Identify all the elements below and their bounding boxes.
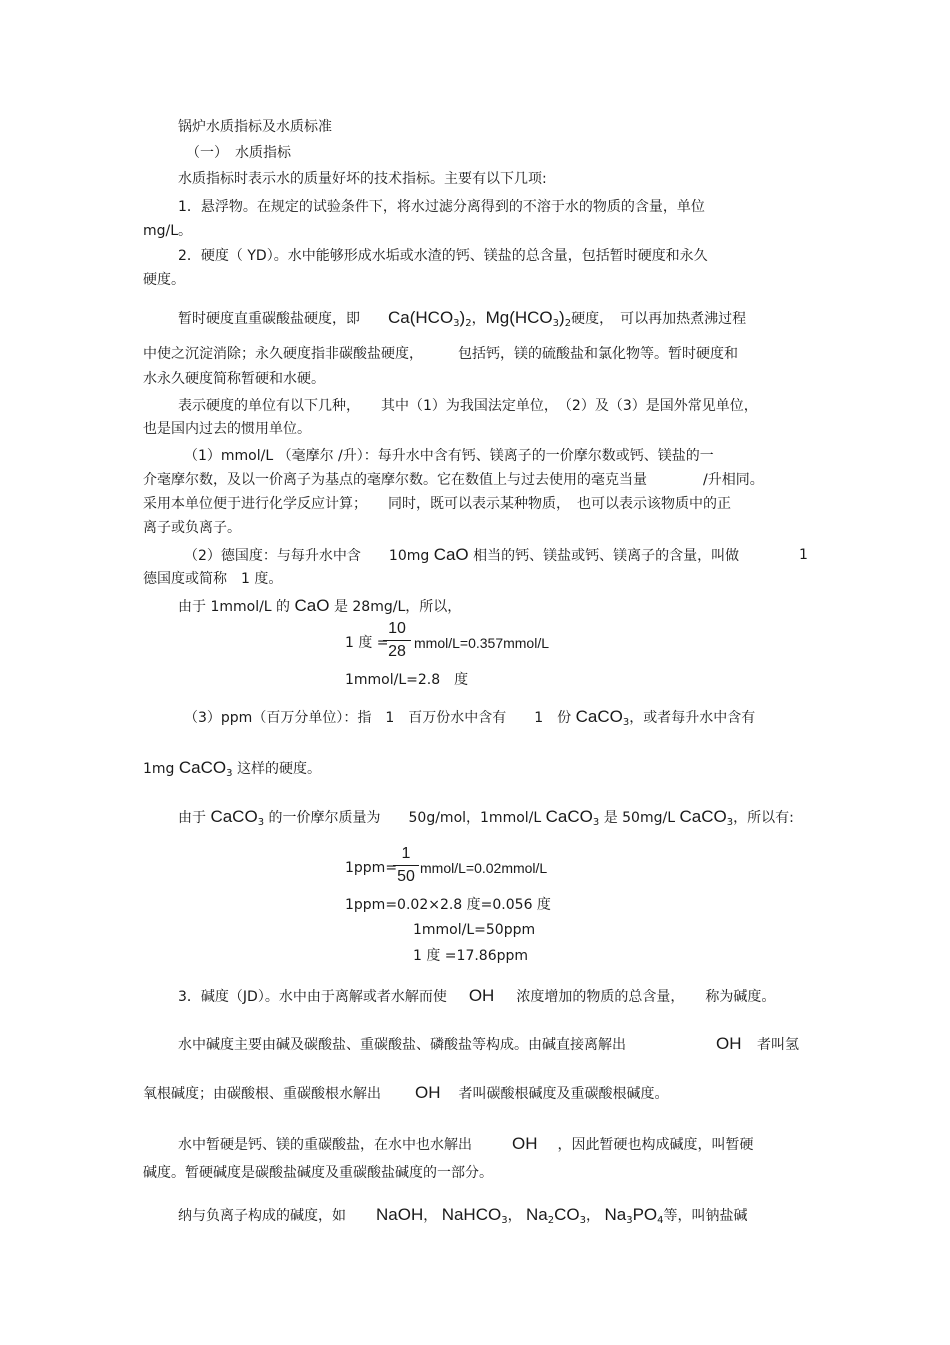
item3-line1: 3．碱度（JD）。水中由于离解或者水解而使 OH 浓度增加的物质的总含量， 称为碱度。 (178, 986, 776, 1005)
eq6: 1 度 =17.86ppm (413, 948, 529, 964)
since2-line: 由于 CaCO$_3$ 的一价摩尔质量为 50g/mol，1mmol/L CaCO$_3$ 是 50mg/L CaCO$_3$，所以有: (178, 807, 794, 828)
alkalinity-line1-end: 者叫氢 (757, 1037, 799, 1053)
eq3-right: mmol/L=0.02mmol/L (420, 860, 548, 876)
intro-text: 水质指标时表示水的质量好坏的技术指标。主要有以下几项: (178, 171, 547, 187)
eq3-numerator: 1 (401, 845, 411, 862)
temp-alk-line1: 水中暂硬是钙、镁的重碳酸盐，在水中也水解出 OH ，因此暂硬也构成碱度，叫暂硬 (178, 1134, 754, 1153)
page-title: 锅炉水质指标及水质标准 (178, 119, 332, 135)
section-heading: （一） 水质指标 (186, 145, 291, 161)
unit3-line1: （3）ppm（百万分单位）：指 1 百万份水中含有 1 份 CaCO$_3$，或者每升水中含有 (184, 707, 756, 728)
unit1-line3: 采用本单位便于进行化学反应计算； 同时，既可以表示某种物质， 也可以表示该物质中的正 (143, 496, 731, 512)
temp-hardness-line2: 中使之沉淀消除；永久硬度指非碳酸盐硬度， 包括钙，镁的硫酸盐和氯化物等。暂时硬度和 (143, 346, 738, 362)
temp-hardness-line1: 暂时硬度直重碳酸盐硬度，即 $Ca(HCO_3)_2$，$Mg(HCO_3)_2$硬度， 可以再加热煮沸过程 (178, 308, 747, 329)
item1-line1: 1．悬浮物。在规定的试验条件下，将水过滤分离得到的不溶于水的物质的含量，单位 (178, 199, 705, 215)
unit1-line1: （1）mmol/L （毫摩尔 /升）：每升水中含有钙、镁离子的一价摩尔数或钙、镁盐的一 (184, 448, 714, 464)
unit2-line2: 德国度或简称 1 度。 (143, 571, 283, 587)
alkalinity-line2: 氧根碱度；由碳酸根、重碳酸根水解出 OH 者叫碳酸根碱度及重碳酸根碱度。 (143, 1083, 669, 1102)
oh-formula: OH (716, 1034, 742, 1053)
sodium-alk-line: 纳与负离子构成的碱度，如 NaOH， NaHCO$_3$， $Na_2CO_3$， $Na_3PO_4$等，叫钠盐碱 (178, 1205, 748, 1226)
unit1-line2: 介毫摩尔数，及以一价离子为基点的毫摩尔数。它在数值上与过去使用的毫克当量 /升相同。 (143, 472, 764, 488)
unit2-line1: （2）德国度：与每升水中含 10mg CaO 相当的钙、镁盐或钙、镁离子的含量，叫做 (184, 545, 740, 564)
eq3-fraction (393, 845, 419, 886)
eq1-denominator: 28 (388, 643, 406, 660)
eq2: 1mmol/L=2.8 度 (345, 672, 469, 688)
unit2-number: 1 (799, 547, 808, 563)
eq5: 1mmol/L=50ppm (413, 922, 536, 938)
item2-line1: 2．硬度（ YD）。水中能够形成水垢或水渣的钙、镁盐的总含量，包括暂时硬度和永久 (178, 248, 708, 264)
eq3-denominator: 50 (397, 868, 415, 885)
item2-line2: 硬度。 (143, 272, 185, 288)
item1-line2: mg/L。 (143, 223, 193, 239)
eq1-left: 1 度 = (345, 635, 389, 651)
fraction-bar (393, 865, 419, 866)
since1-line: 由于 1mmol/L 的 CaO 是 28mg/L，所以， (178, 596, 462, 615)
units-line2: 也是国内过去的惯用单位。 (143, 421, 311, 437)
unit1-line4: 离子或负离子。 (143, 520, 241, 536)
eq1-numerator: 10 (388, 620, 406, 637)
unit3-line2: 1mg CaCO$_3$ 这样的硬度。 (143, 758, 321, 779)
fraction-bar (383, 640, 411, 641)
eq1-right: mmol/L=0.357mmol/L (414, 635, 550, 651)
temp-alk-line2: 碱度。暂硬碱度是碳酸盐碱度及重碳酸盐碱度的一部分。 (143, 1165, 493, 1181)
eq4: 1ppm=0.02×2.8 度=0.056 度 (345, 897, 551, 913)
eq1-fraction (383, 620, 411, 661)
units-line1: 表示硬度的单位有以下几种， 其中（1）为我国法定单位， （2）及（3）是国外常见单位， (178, 398, 758, 414)
temp-hardness-line3: 水永久硬度简称暂硬和水硬。 (143, 371, 325, 387)
alkalinity-line1: 水中碱度主要由碱及碳酸盐、重碳酸盐、磷酸盐等构成。由碱直接离解出 (178, 1037, 626, 1053)
eq3-left: 1ppm= (345, 860, 398, 876)
